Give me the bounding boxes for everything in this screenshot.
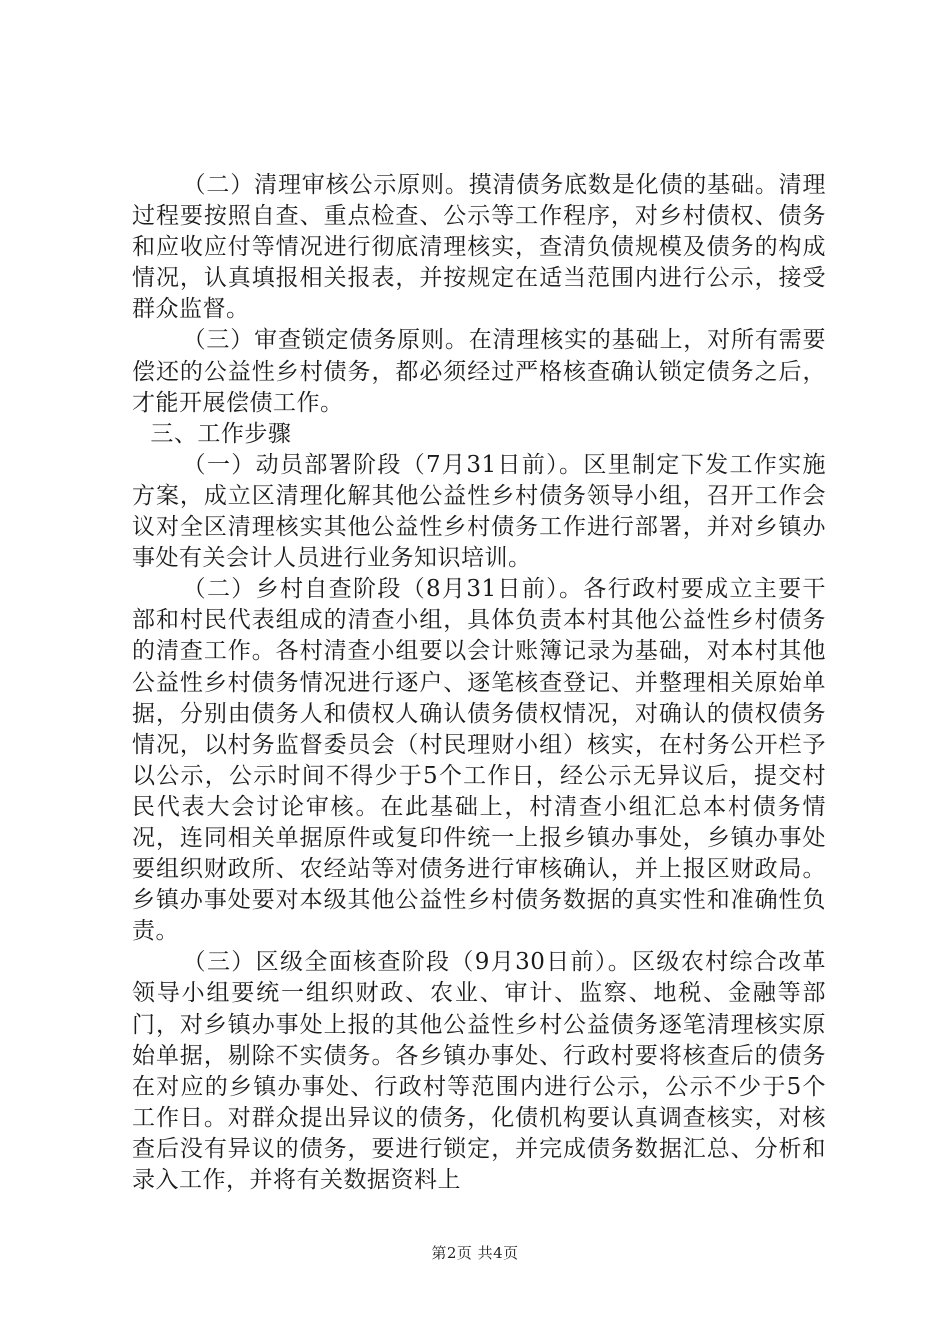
paragraph-district-verification-stage: （三）区级全面核查阶段（9月30日前）。区级农村综合改革领导小组要统一组织财政、农业、审计、监察、地税、金融等部门，对乡镇办事处上报的其他公益性乡村公益债务逐笔清理核实原始单据，剔除不实债务。各乡镇办事处、行政村要将核查后的债务在对应的乡镇办事处、行政村等范围内进行公示，公示不少于5个工作日。对群众提出异议的债务，化债机构要认真调查核实，对核查后没有异议的债务，要进行锁定，并完成债务数据汇总、分析和录入工作，并将有关数据资料上 [132, 949, 826, 1193]
paragraph-village-self-check-stage: （二）乡村自查阶段（8月31日前）。各行政村要成立主要干部和村民代表组成的清查小组，具体负责本村其他公益性乡村债务的清查工作。各村清查小组要以会计账簿记录为基础，对本村其他公益性乡村债务情况进行逐户、逐笔核查登记、并整理相关原始单据，分别由债务人和债权人确认债务债权情况，对确认的债权债务情况，以村务监督委员会（村民理财小组）核实，在村务公开栏予以公示，公示时间不得少于5个工作日，经公示无异议后，提交村民代表大会讨论审核。在此基础上，村清查小组汇总本村债务情况，连同相关单据原件或复印件统一上报乡镇办事处，乡镇办事处要组织财政所、农经站等对债务进行审核确认，并上报区财政局。乡镇办事处要对本级其他公益性乡村债务数据的真实性和准确性负责。 [132, 576, 826, 945]
section-heading-work-steps: 三、工作步骤 [150, 420, 292, 447]
page-number-footer: 第2页 共4页 [431, 1244, 519, 1262]
paragraph-lock-debt-principle: （三）审查锁定债务原则。在清理核实的基础上，对所有需要偿还的公益性乡村债务，都必须经过严格核查确认锁定债务之后，才能开展偿债工作。 [132, 327, 826, 416]
document-body [132, 170, 826, 1196]
paragraph-cleanup-principle: （二）清理审核公示原则。摸清债务底数是化债的基础。清理过程要按照自查、重点检查、公示等工作程序，对乡村债权、债务和应收应付等情况进行彻底清理核实，查清负债规模及债务的构成情况，认真填报相关报表，并按规定在适当范围内进行公示，接受群众监督。 [132, 172, 826, 323]
paragraph-mobilization-stage: （一）动员部署阶段（7月31日前）。区里制定下发工作实施方案，成立区清理化解其他公益性乡村债务领导小组，召开工作会议对全区清理核实其他公益性乡村债务工作进行部署，并对乡镇办事处有关会计人员进行业务知识培训。 [132, 451, 826, 572]
